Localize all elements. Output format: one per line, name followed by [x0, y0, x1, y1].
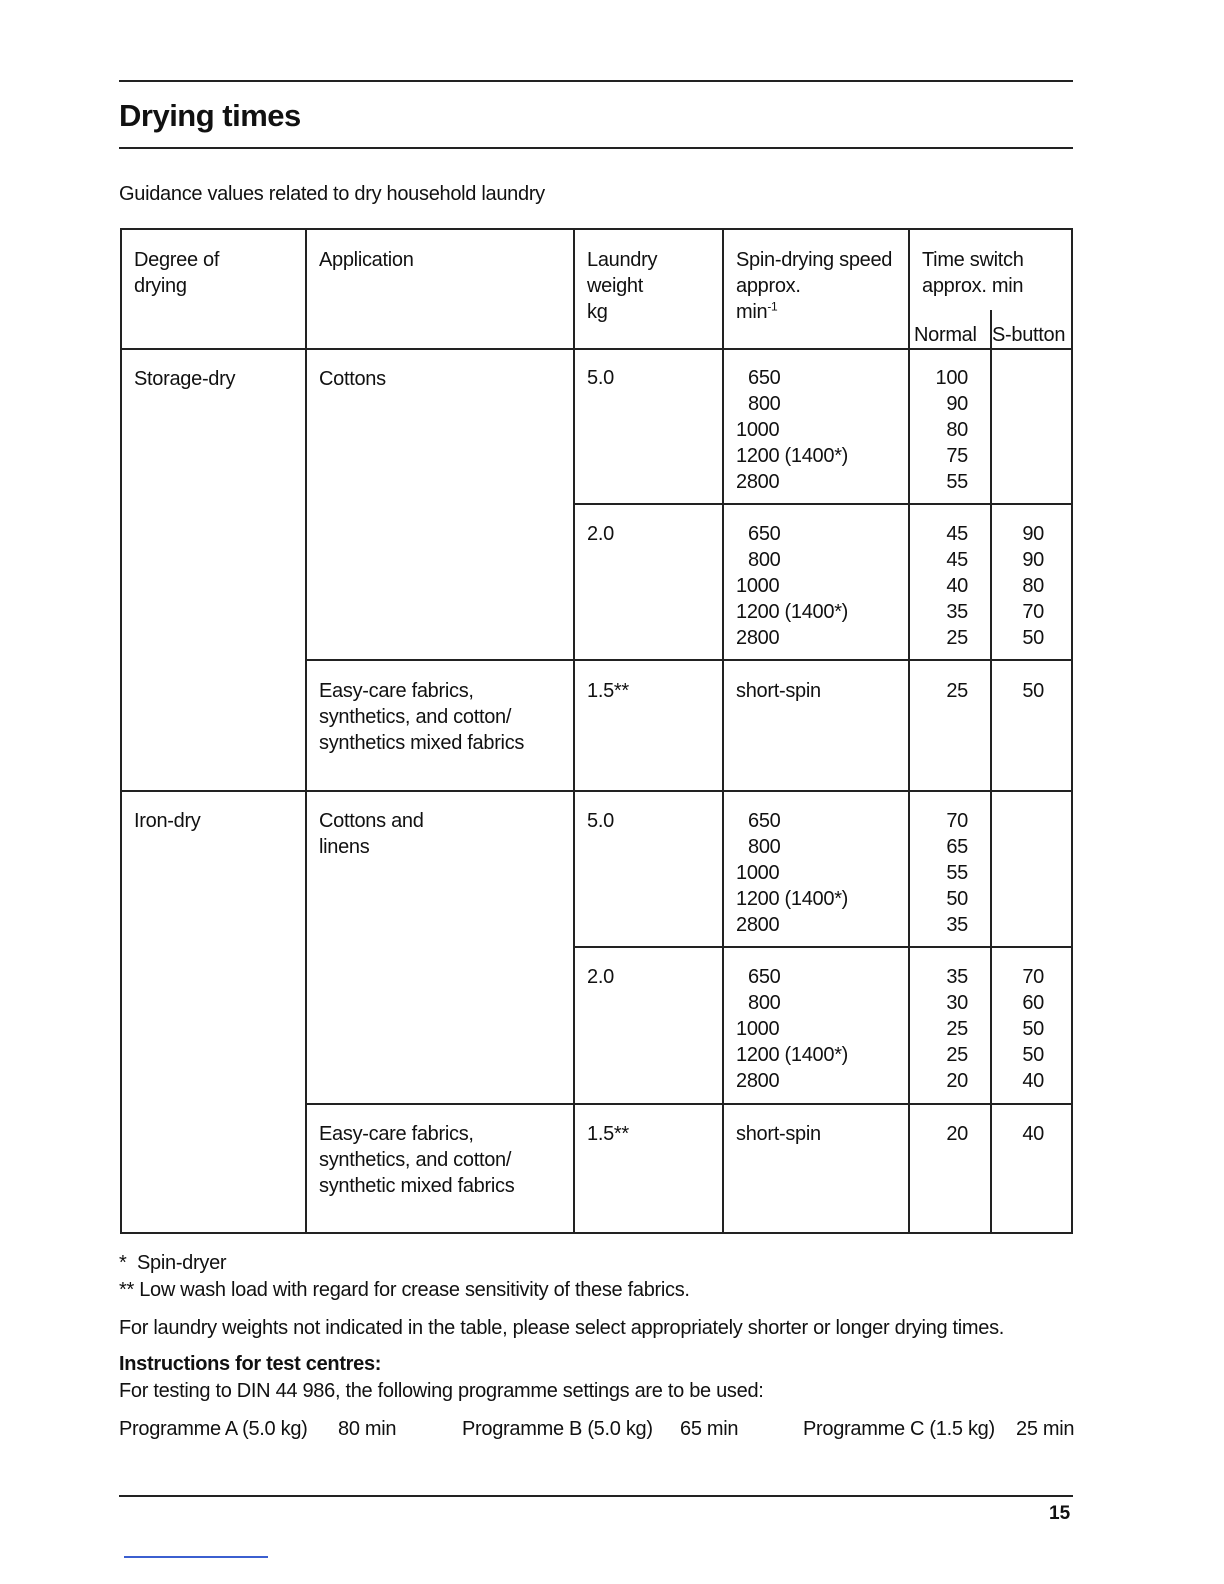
programme-c-time: 25 min	[1016, 1418, 1075, 1440]
degree-storage-dry: Storage-dry	[134, 368, 236, 390]
weight-cell: 5.0	[587, 810, 614, 832]
normal-time: 45	[946, 523, 968, 545]
speed-value: 800	[748, 393, 781, 415]
programme-a-time: 80 min	[338, 1418, 397, 1440]
application-cottons: Cottons	[319, 368, 386, 390]
col-divider	[722, 229, 724, 1233]
header-spin-speed	[736, 247, 892, 325]
row-divider	[573, 946, 1072, 948]
s-button-time: 90	[1022, 523, 1044, 545]
normal-time: 30	[946, 992, 968, 1014]
footnote-low-wash-load: ** Low wash load with regard for crease sensitivity of these fabrics.	[119, 1279, 690, 1301]
speed-value: short-spin	[736, 1123, 821, 1145]
programme-b-time: 65 min	[680, 1418, 739, 1440]
header-weight: Laundry weight kg	[587, 249, 658, 323]
normal-time: 55	[946, 862, 968, 884]
speed-value: 650	[748, 966, 781, 988]
spin-unit-base: min	[736, 301, 768, 323]
s-button-time: 50	[1022, 680, 1044, 702]
header-time-switch: Time switch approx. min	[922, 249, 1024, 297]
footnote-spin-dryer: * Spin-dryer	[119, 1252, 227, 1274]
s-button-time-list	[996, 521, 1044, 651]
top-rule	[119, 80, 1073, 82]
row-divider	[121, 790, 1072, 792]
normal-time: 25	[946, 1044, 968, 1066]
programme-b-label: Programme B (5.0 kg)	[462, 1418, 653, 1440]
weight-cell: 1.5**	[587, 1123, 629, 1145]
header-normal: Normal	[914, 324, 977, 346]
subtitle: Guidance values related to dry household laundry	[119, 183, 545, 205]
normal-time-list	[920, 964, 968, 1094]
row-divider	[305, 1103, 1072, 1105]
s-button-time: 70	[1022, 601, 1044, 623]
header-spin-line1: Spin-drying speed	[736, 249, 893, 271]
page-title: Drying times	[119, 98, 301, 133]
programme-a-label: Programme A (5.0 kg)	[119, 1418, 308, 1440]
normal-time: 80	[946, 419, 968, 441]
application-cottons-linens: Cottons and linens	[319, 810, 424, 858]
speed-value: 650	[748, 523, 781, 545]
speed-list	[736, 964, 848, 1094]
instructions-heading: Instructions for test centres:	[119, 1353, 382, 1375]
s-button-time: 60	[1022, 992, 1044, 1014]
speed-value: 1200 (1400*)	[736, 445, 849, 467]
normal-time: 35	[946, 914, 968, 936]
speed-list	[736, 808, 848, 938]
programme-c-label: Programme C (1.5 kg)	[803, 1418, 995, 1440]
weight-cell: 2.0	[587, 523, 614, 545]
bottom-rule	[119, 1495, 1073, 1497]
normal-time-list	[920, 365, 968, 495]
header-application: Application	[319, 249, 414, 271]
normal-time: 70	[946, 810, 968, 832]
speed-value: 800	[748, 992, 781, 1014]
normal-time: 45	[946, 549, 968, 571]
col-divider	[990, 310, 992, 1233]
title-rule	[119, 147, 1073, 149]
header-degree: Degree of drying	[134, 249, 220, 297]
scan-mark	[124, 1556, 268, 1558]
speed-value: 800	[748, 836, 781, 858]
normal-time-list	[920, 521, 968, 651]
s-button-time: 90	[1022, 549, 1044, 571]
normal-time-list	[920, 808, 968, 938]
weight-cell: 5.0	[587, 367, 614, 389]
speed-value: 1000	[736, 862, 780, 884]
normal-time: 50	[946, 888, 968, 910]
speed-list	[736, 521, 848, 651]
speed-value: 2800	[736, 1070, 780, 1092]
normal-time: 65	[946, 836, 968, 858]
speed-value: 1000	[736, 419, 780, 441]
speed-value: 1200 (1400*)	[736, 1044, 849, 1066]
normal-time: 35	[946, 966, 968, 988]
page-number: 15	[1049, 1503, 1071, 1524]
weight-note: For laundry weights not indicated in the table, please select appropriately shorter or longer drying times.	[119, 1317, 1005, 1339]
s-button-time: 50	[1022, 1018, 1044, 1040]
instructions-text: For testing to DIN 44 986, the following programme settings are to be used:	[119, 1380, 764, 1402]
s-button-time: 80	[1022, 575, 1044, 597]
degree-iron-dry: Iron-dry	[134, 810, 201, 832]
weight-cell: 1.5**	[587, 680, 629, 702]
s-button-time-list	[996, 964, 1044, 1094]
speed-value: short-spin	[736, 680, 821, 702]
s-button-time: 50	[1022, 627, 1044, 649]
s-button-time: 40	[1022, 1123, 1044, 1145]
normal-time: 75	[946, 445, 968, 467]
normal-time: 90	[946, 393, 968, 415]
normal-time: 35	[946, 601, 968, 623]
header-divider	[121, 348, 1072, 350]
col-divider	[573, 229, 575, 1233]
application-easy-care: Easy-care fabrics, synthetics, and cotton/ synthetic mixed fabrics	[319, 1123, 515, 1197]
speed-value: 1200 (1400*)	[736, 888, 849, 910]
speed-value: 1200 (1400*)	[736, 601, 849, 623]
speed-value: 2800	[736, 471, 780, 493]
speed-list	[736, 365, 848, 495]
speed-value: 1000	[736, 1018, 780, 1040]
normal-time: 25	[946, 680, 968, 702]
normal-time: 20	[946, 1070, 968, 1092]
s-button-time: 40	[1022, 1070, 1044, 1092]
s-button-time: 70	[1022, 966, 1044, 988]
speed-value: 2800	[736, 627, 780, 649]
normal-time: 55	[946, 471, 968, 493]
col-divider	[908, 229, 910, 1233]
speed-value: 650	[748, 810, 781, 832]
row-divider	[305, 659, 1072, 661]
spin-unit-exponent: -1	[767, 299, 778, 314]
application-easy-care: Easy-care fabrics, synthetics, and cotton/ synthetics mixed fabrics	[319, 680, 525, 754]
normal-time: 25	[946, 1018, 968, 1040]
normal-time: 20	[946, 1123, 968, 1145]
col-divider	[305, 229, 307, 1233]
normal-time: 25	[946, 627, 968, 649]
normal-time: 40	[946, 575, 968, 597]
speed-value: 2800	[736, 914, 780, 936]
s-button-time: 50	[1022, 1044, 1044, 1066]
speed-value: 1000	[736, 575, 780, 597]
header-spin-line2: approx.	[736, 275, 801, 297]
header-spin-unit	[736, 299, 892, 325]
row-divider	[573, 503, 1072, 505]
header-s-button: S-button	[992, 324, 1066, 346]
speed-value: 650	[748, 367, 781, 389]
weight-cell: 2.0	[587, 966, 614, 988]
normal-time: 100	[935, 367, 968, 389]
speed-value: 800	[748, 549, 781, 571]
